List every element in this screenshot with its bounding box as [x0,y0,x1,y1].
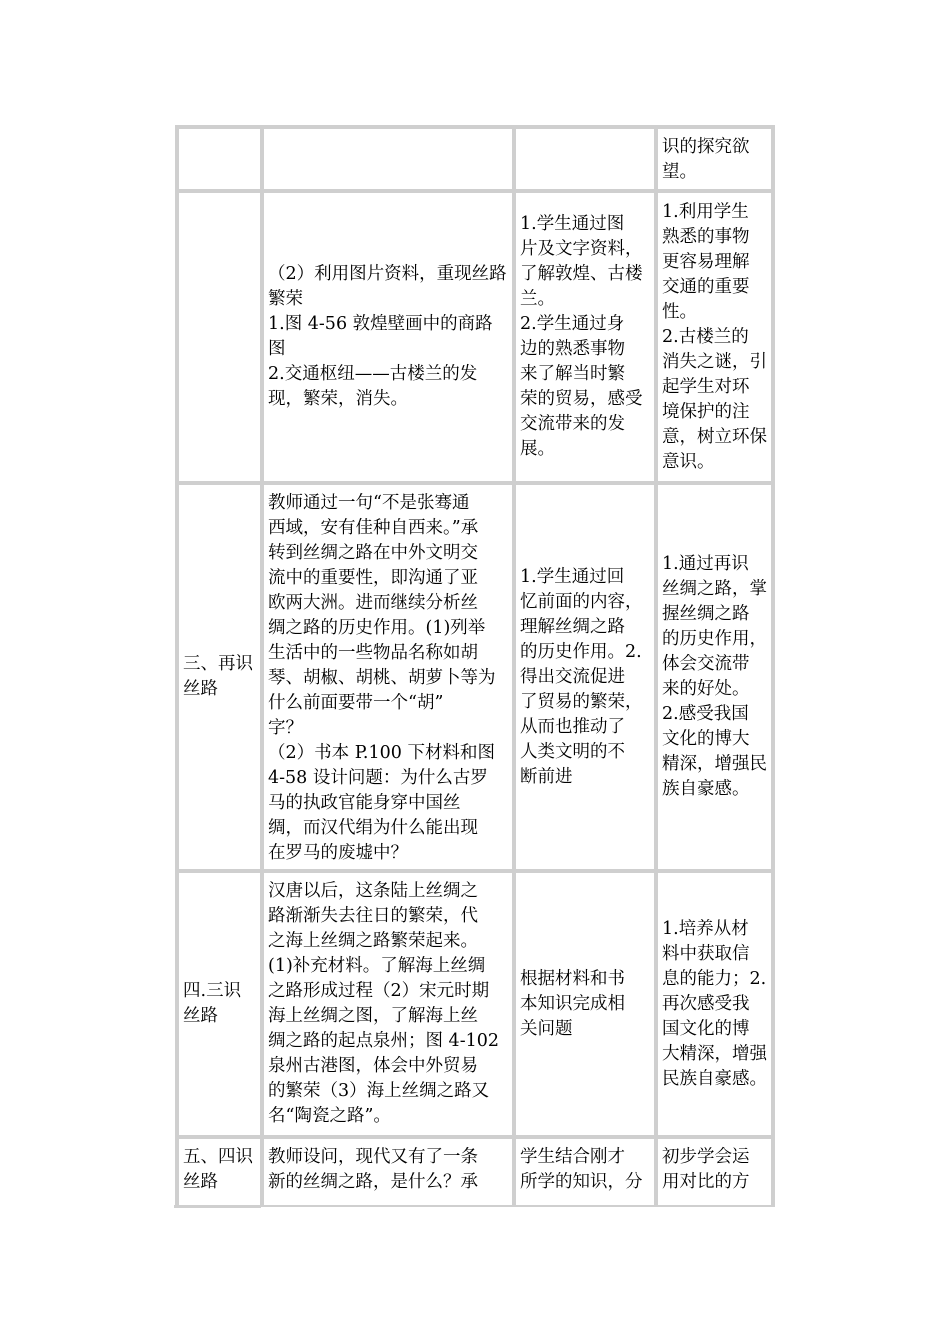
cell-text-line: 丝绸之路，掌 [662,579,767,599]
cell-text-line: 望。 [662,162,697,182]
cell-row4-student [514,871,656,1137]
cell-text-line: 丝路 [183,679,218,699]
cell-text-line: 断前进 [520,766,573,787]
cell-text-line: 所学的知识，分 [520,1172,643,1192]
cell-text-line: 再次感受我 [662,993,750,1014]
cell-text-line: 2.感受我国 [662,704,749,724]
cell-text-line: 图 [268,339,286,359]
cell-text-line: 交通的重要 [662,276,750,297]
cell-text-line: 1.利用学生 [662,201,749,222]
cell-row5-intent [656,1137,773,1207]
cell-text-line: 更容易理解 [662,251,750,272]
cell-text-line: 人类文明的不 [520,741,625,762]
cell-row2-student [514,191,656,483]
cell-text-line: 丝路 [183,1006,218,1026]
cell-row3-student [514,483,656,871]
cell-text-line: 意，树立环保 [662,426,767,447]
cell-text-line: 教师设问，现代又有了一条 [268,1147,478,1167]
cell-text-line: 在罗马的废墟中？ [268,843,408,863]
cell-text-line: 熟悉的事物 [662,226,750,247]
cell-text-line: 来的好处。 [662,679,750,699]
cell-text-line: 路渐渐失去往日的繁荣，代 [268,906,478,926]
cell-text-line: （2）利用图片资料，重现丝路 [268,264,507,284]
cell-row5-stage [177,1137,262,1207]
cell-text-line: 1.图 4-56 敦煌壁画中的商路 [268,314,493,334]
cell-row3-intent [656,483,773,871]
cell-text-line: 之路形成过程（2）宋元时期 [268,981,490,1001]
cell-row4-content [262,871,514,1137]
cell-text-line: 欧两大洲。进而继续分析丝 [268,593,478,613]
cell-text-line: 根据材料和书 [520,968,625,989]
cell-text-line: 料中获取信 [662,943,750,964]
cell-text-line: 五、四识 [183,1147,253,1167]
cell-text-line: 4-58 设计问题：为什么古罗 [268,768,488,788]
cell-text-line: 绸之路的历史作用。(1)列举 [268,618,486,638]
cell-text-line: 交流带来的发 [520,414,625,434]
cell-text-line: 理解丝绸之路 [520,616,625,637]
cell-text-line: 国文化的博 [662,1018,750,1039]
cell-text-line: 2.学生通过身 [520,314,625,334]
cell-text-line: 马的执政官能身穿中国丝 [268,793,461,813]
cell-text-line: 西域，安有佳种自西来。”承 [268,518,479,538]
cell-row2-intent [656,191,773,483]
cell-text-line: 泉州古港图，体会中外贸易 [268,1056,478,1076]
cell-text-line: 海上丝绸之图，了解海上丝 [268,1006,478,1026]
cell-text-line: 的历史作用， [662,629,767,649]
cell-text-line: 来了解当时繁 [520,364,625,384]
cell-text-line: 从而也推动了 [520,716,625,737]
lesson-plan-table [175,125,775,1207]
cell-text-line: (1)补充材料。了解海上丝绸 [268,956,486,976]
cell-text-line: 本知识完成相 [520,993,625,1014]
cell-text-line: 名“陶瓷之路”。 [268,1106,391,1126]
cell-text-line: 消失之谜，引 [662,351,767,372]
cell-text-line: 荣的贸易，感受 [520,389,643,409]
cell-text-line: 的历史作用。2. [520,641,642,662]
cell-text-line: 息的能力；2. [662,968,767,989]
cell-text-line: 教师通过一句“不是张骞通 [268,493,470,513]
cell-text-line: 族自豪感。 [662,779,750,799]
cell-text-line: 丝路 [183,1172,218,1192]
cell-text-line: 2.交通枢纽——古楼兰的发 [268,364,478,384]
cell-text-line: 精深，增强民 [662,754,767,774]
cell-text-line: 民族自豪感。 [662,1068,767,1089]
cell-text-line: 琴、胡椒、胡桃、胡萝卜等为 [268,668,496,688]
cell-text-line: 展。 [520,439,555,459]
cell-text-line: 学生结合刚才 [520,1147,625,1167]
cell-text-line: 文化的博大 [662,729,750,749]
cell-row4-stage [177,871,262,1137]
cell-text-line: 1.培养从材 [662,918,749,939]
cell-text-line: 得出交流促进 [520,666,625,687]
cell-text-line: 什么前面要带一个“胡” [268,693,444,713]
cell-text-line: 生活中的一些物品名称如胡 [268,643,478,663]
cell-text-line: 大精深，增强 [662,1043,767,1064]
cell-text-line: 字？ [268,718,303,738]
table-cut-edge [174,1205,261,1208]
cell-row3-content [262,483,514,871]
cell-text-line: 了贸易的繁荣， [520,691,643,712]
cell-text-line: 起学生对环 [662,376,750,397]
cell-text-line: 的繁荣（3）海上丝绸之路又 [268,1081,490,1101]
cell-row5-content [262,1137,514,1207]
cell-text-line: 1.学生通过回 [520,566,625,587]
cell-text-line: 意识。 [662,451,715,472]
cell-text-line: 2.古楼兰的 [662,326,749,347]
cell-text-line: 转到丝绸之路在中外文明交 [268,543,478,563]
cell-text-line: 之海上丝绸之路繁荣起来。 [268,931,478,951]
cell-text-line: 忆前面的内容， [520,591,643,612]
cell-row2-content [262,191,514,483]
cell-text-line: 流中的重要性，即沟通了亚 [268,568,478,588]
cell-text-line: 境保护的注 [662,401,750,422]
cell-text-line: 兰。 [520,289,555,309]
cell-text-line: 1.学生通过图 [520,214,625,234]
cell-row3-stage [177,483,262,871]
cell-text-line: 三、再识 [183,654,253,674]
cell-text-line: （2）书本 P.100 下材料和图 [268,743,495,763]
cell-row5-student [514,1137,656,1207]
cell-text-line: 性。 [662,301,697,322]
cell-row1-student [514,127,656,191]
cell-text-line: 边的熟悉事物 [520,339,625,359]
cell-text-line: 绸之路的起点泉州；图 4-102 [268,1031,500,1051]
cell-text-line: 体会交流带 [662,654,750,674]
cell-row1-stage [177,127,262,191]
cell-text-line: 新的丝绸之路，是什么？承 [268,1172,478,1192]
cell-text-line: 四.三识 [183,981,242,1001]
cell-row1-content [262,127,514,191]
cell-text-line: 现，繁荣，消失。 [268,389,408,409]
cell-text-line: 识的探究欲 [662,137,750,157]
cell-row2-stage [177,191,262,483]
cell-text-line: 1.通过再识 [662,554,749,574]
cell-text-line: 了解敦煌、古楼 [520,264,643,284]
cell-text-line: 关问题 [520,1018,573,1039]
cell-text-line: 绸，而汉代绢为什么能出现 [268,818,478,838]
cell-text-line: 繁荣 [268,289,303,309]
cell-text-line: 汉唐以后，这条陆上丝绸之 [268,881,478,901]
cell-row4-intent [656,871,773,1137]
cell-text-line: 用对比的方 [662,1172,750,1192]
cell-text-line: 初步学会运 [662,1147,750,1167]
cell-row1-intent [656,127,773,191]
cell-text-line: 片及文字资料， [520,239,643,259]
cell-text-line: 握丝绸之路 [662,604,750,624]
